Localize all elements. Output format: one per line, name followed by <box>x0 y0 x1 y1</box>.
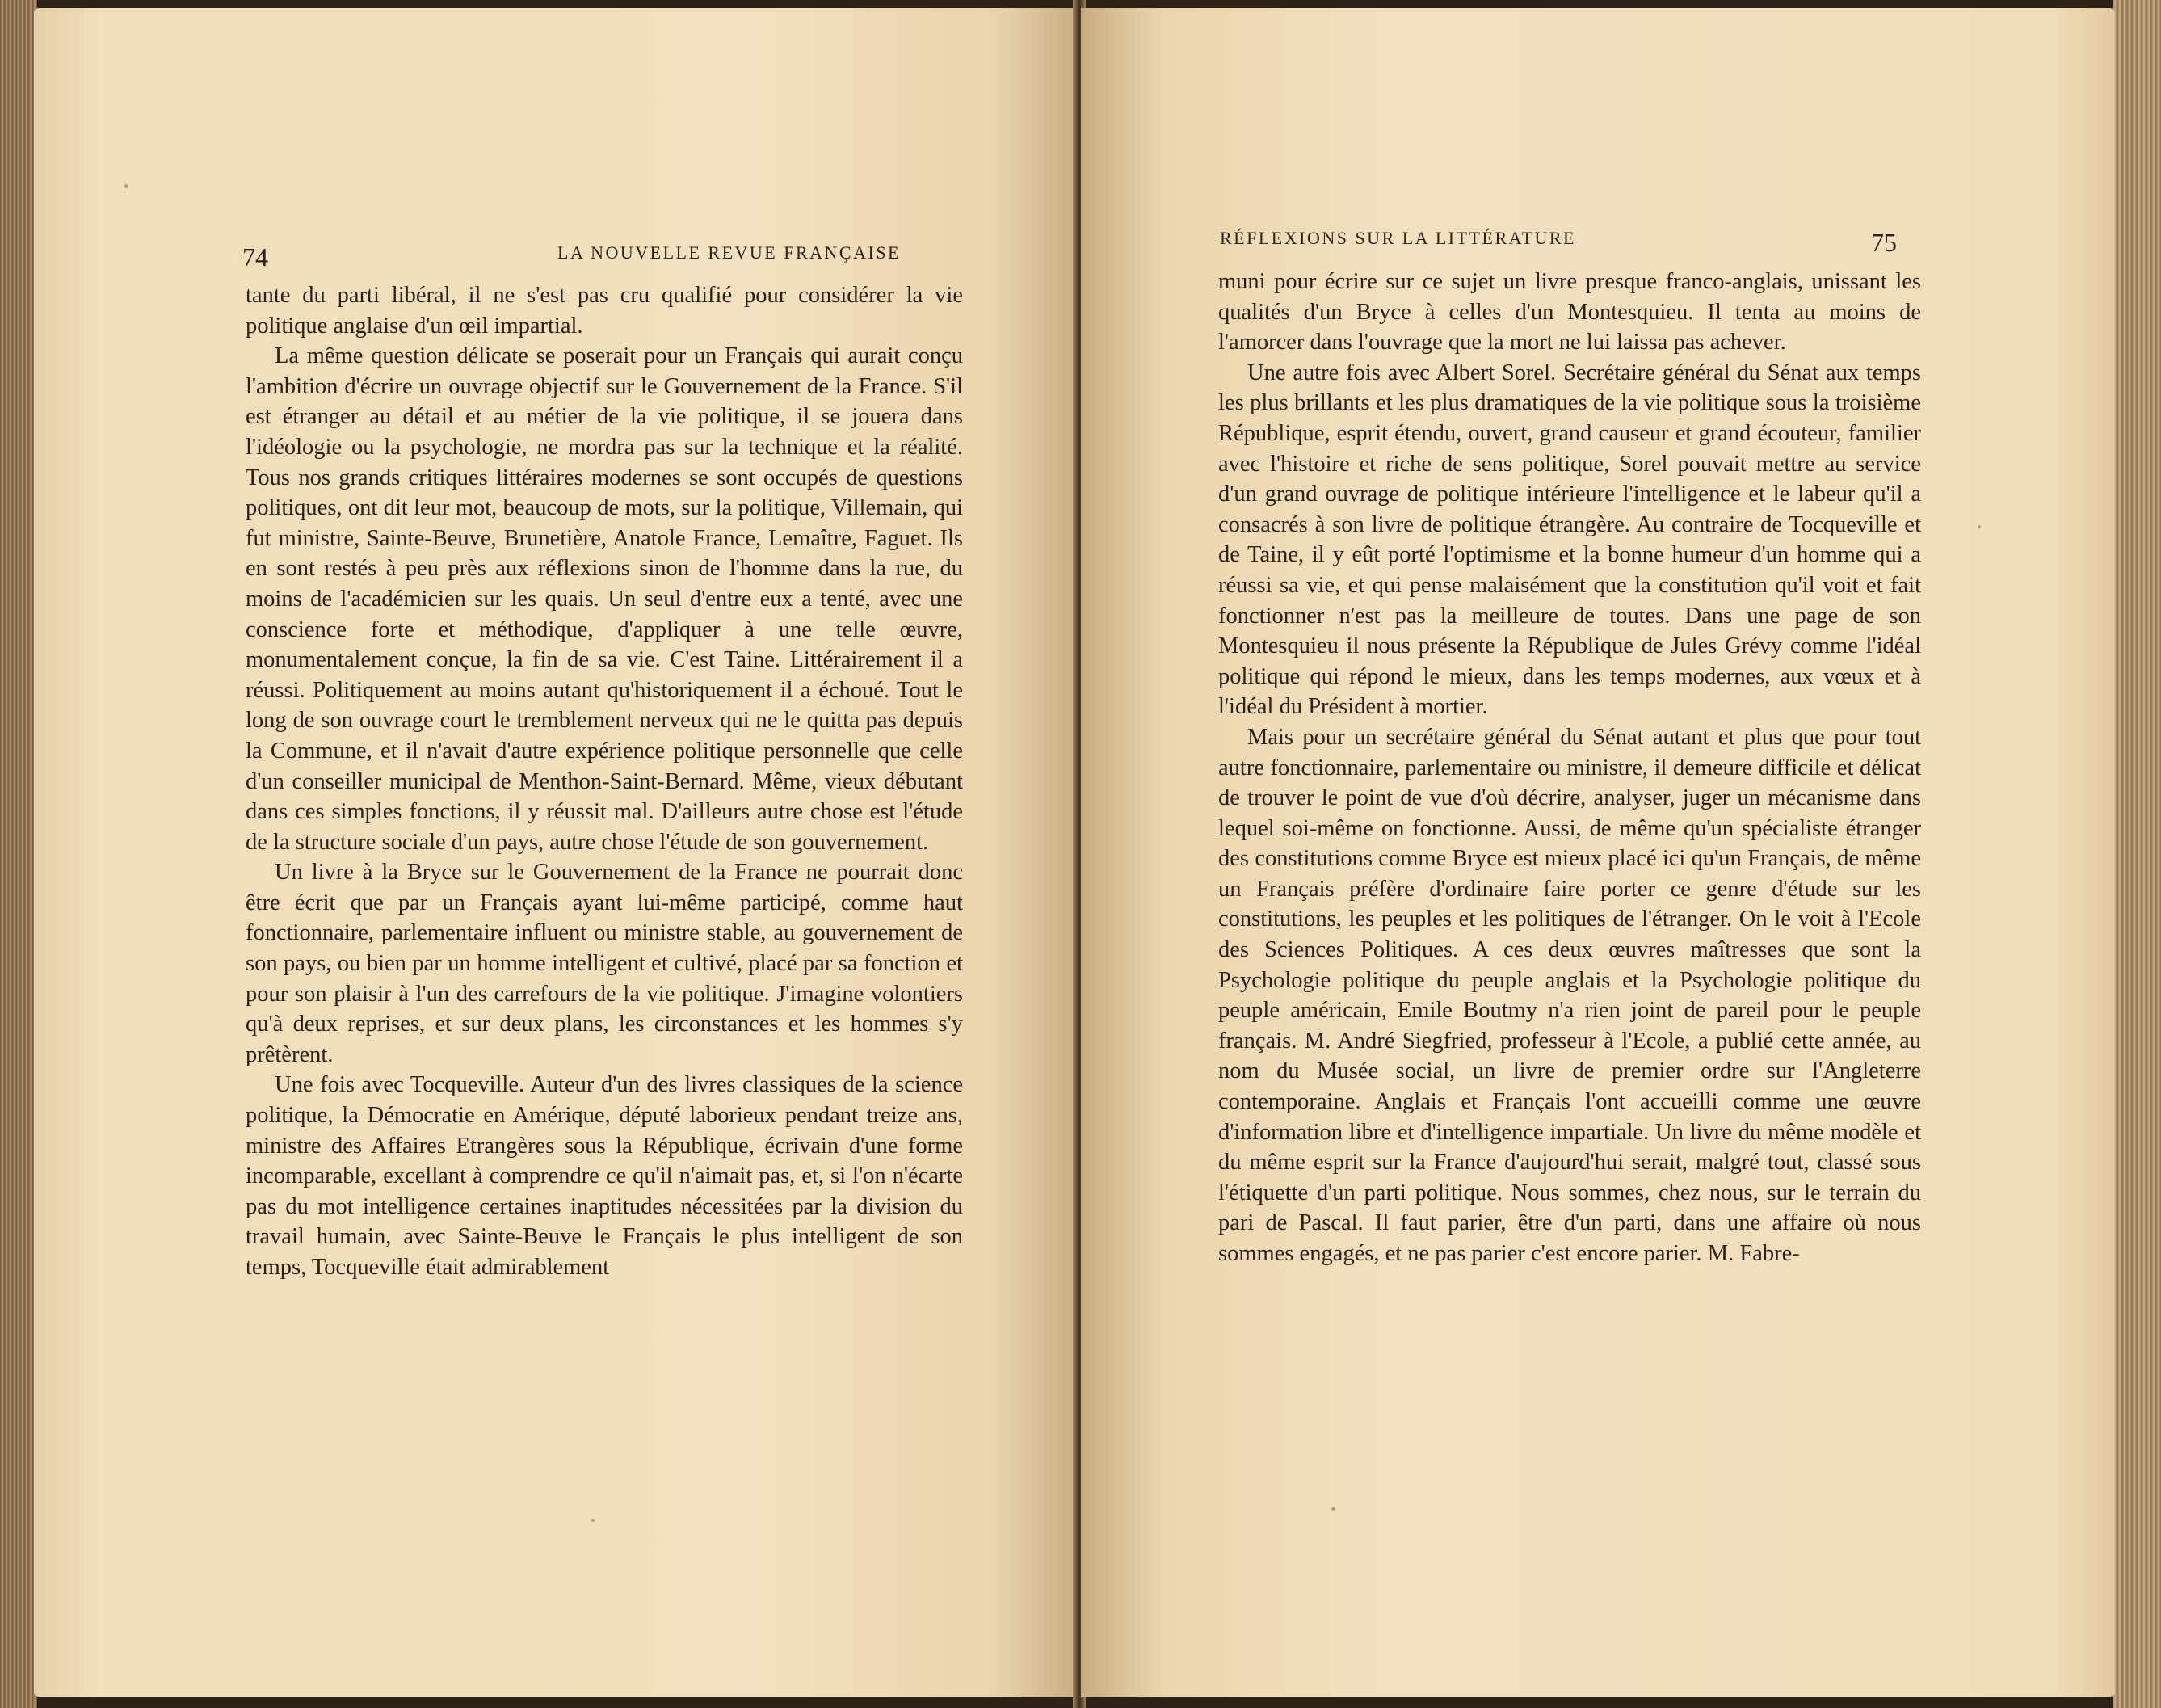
right-running-head: RÉFLEXIONS SUR LA LITTÉRATURE <box>1220 228 1576 248</box>
paragraph: Mais pour un secrétaire général du Sénat autant et plus que pour tout autre fonctionnaire, parlementaire ou ministre, il demeure difficile et délicat de trouver le point de vue d'où décrire, analyser, juger un mécanisme dans lequel soi-même on fonctionne. Aussi, de même qu'un spécialiste étranger des constitutions comme Bryce est mieux placé ici qu'un Français, de même un Français préfère d'ordinaire faire porter ce genre d'étude sur les constitutions, les peuples et les politiques de l'étranger. On le voit à l'Ecole des Sciences Politiques. A ces deux œuvres maîtresses que sont la Psychologie politique du peuple anglais et la Psychologie politique du peuple américain, Emile Boutmy n'a rien joint de pareil pour le peuple français. M. André Siegfried, professeur à l'Ecole, a publié cette année, au nom du Musée social, un livre de premier ordre sur l'Angleterre contemporaine. Anglais et Français l'ont accueilli comme une œuvre d'information libre et d'intelligence impartiale. Un livre du même modèle et du même esprit sur la France d'aujourd'hui serait, malgré tout, classé sous l'étiquette d'un parti politique. Nous sommes, chez nous, sur le terrain du pari de Pascal. Il faut parier, être d'un parti, dans une affaire où nous sommes engagés, et ne pas parier c'est encore parier. M. Fabre- <box>1218 724 1921 1266</box>
book-edge-right <box>2113 0 2161 1708</box>
paragraph: muni pour écrire sur ce sujet un livre presque franco-anglais, unissant les qualités d'un Bryce à celles d'un Montesquieu. Il tenta au moins de l'amorcer dans l'ouvrage que la mort ne lui laissa pas achever. <box>1218 269 1921 355</box>
right-page <box>1081 8 2115 1697</box>
paragraph: Un livre à la Bryce sur le Gouvernement de la France ne pourrait donc être écrit que par un Français ayant lui-même participé, comme haut fonctionnaire, parlementaire influent ou ministre stable, au gouvernement de son pays, ou bien par un homme intelligent et cultivé, placé par sa fonction et pour son plaisir à l'un des carrefours de la vie politique. J'imagine volontiers qu'à deux reprises, et sur deux plans, les circonstances et les hommes s'y prêtèrent. <box>246 860 963 1067</box>
paragraph: Une fois avec Tocqueville. Auteur d'un des livres classiques de la science politique, la Démocratie en Amérique, député laborieux pendant treize ans, ministre des Affaires Etrangères sous la République, écrivain d'une forme incomparable, excellant à comprendre ce qu'il n'aimait pas, et, si l'on n'écarte pas du mot intelligence certaines inaptitudes nécessitées par la division du travail humain, avec Sainte-Beuve le Français le plus intelligent de son temps, Tocqueville était admirablement <box>246 1072 963 1280</box>
left-body-text <box>246 280 963 1283</box>
right-body-text <box>1218 267 1921 1269</box>
left-page <box>34 8 1076 1697</box>
paragraph: tante du parti libéral, il ne s'est pas cru qualifié pour considérer la vie politique anglaise d'un œil impartial. <box>246 283 963 339</box>
right-page-number: 75 <box>1871 228 1897 257</box>
paper-fleck <box>591 1519 595 1522</box>
book-edge-left <box>0 0 37 1708</box>
paragraph: Une autre fois avec Albert Sorel. Secrétaire général du Sénat aux temps les plus brillants et les plus dramatiques de la vie politique sous la troisième République, esprit étendu, ouvert, grand causeur et grand écouteur, familier avec l'histoire et riche de sens politique, Sorel pouvait mettre au service d'un grand ouvrage de politique intérieure l'intelligence et le labeur qu'il a consacrés à son livre de politique étrangère. Au contraire de Tocqueville et de Taine, il y eût porté l'optimisme et la bonne humeur d'un homme qui a réussi sa vie, et qui pense malaisément que la constitution qu'il voit et fait fonctionner n'est pas la meilleure de toutes. Dans une page de son Montesquieu il nous présente la République de Jules Grévy comme l'idéal politique qui répond le mieux, dans les temps modernes, aux vœux et à l'idéal du Président à mortier. <box>1218 360 1921 720</box>
paper-fleck <box>1978 525 1981 528</box>
left-running-head: LA NOUVELLE REVUE FRANÇAISE <box>557 242 901 263</box>
left-page-number: 74 <box>242 242 268 271</box>
paper-fleck <box>1331 1507 1335 1511</box>
paragraph: La même question délicate se poserait pour un Français qui aurait conçu l'ambition d'écrire un ouvrage objectif sur le Gouvernement de la France. S'il est étranger au détail et au métier de la vie politique, il se jouera dans l'idéologie ou la psychologie, ne mordra pas sur la technique et la réalité. Tous nos grands critiques littéraires modernes se sont occupés de questions politiques, ont dit leur mot, beaucoup de mots, sur la politique, Villemain, qui fut ministre, Sainte-Beuve, Brunetière, Anatole France, Lemaître, Faguet. Ils en sont restés à peu près aux réflexions sinon de l'homme dans la rue, du moins de l'académicien sur les quais. Un seul d'entre eux a tenté, avec une conscience forte et méthodique, d'appliquer à une telle œuvre, monumentalement conçue, la fin de sa vie. C'est Taine. Littérairement il a réussi. Politiquement au moins autant qu'historiquement il a échoué. Tout le long de son ouvrage court le tremblement nerveux qui ne le quitta pas depuis la Commune, et il n'avait d'autre expérience politique personnelle que celle d'un conseiller municipal de Menthon-Saint-Bernard. Même, vieux débutant dans ces simples fonctions, il y réussit mal. D'ailleurs autre chose est l'étude de la structure sociale d'un pays, autre chose l'étude de son gouvernement. <box>246 343 963 855</box>
paper-fleck <box>124 184 128 188</box>
